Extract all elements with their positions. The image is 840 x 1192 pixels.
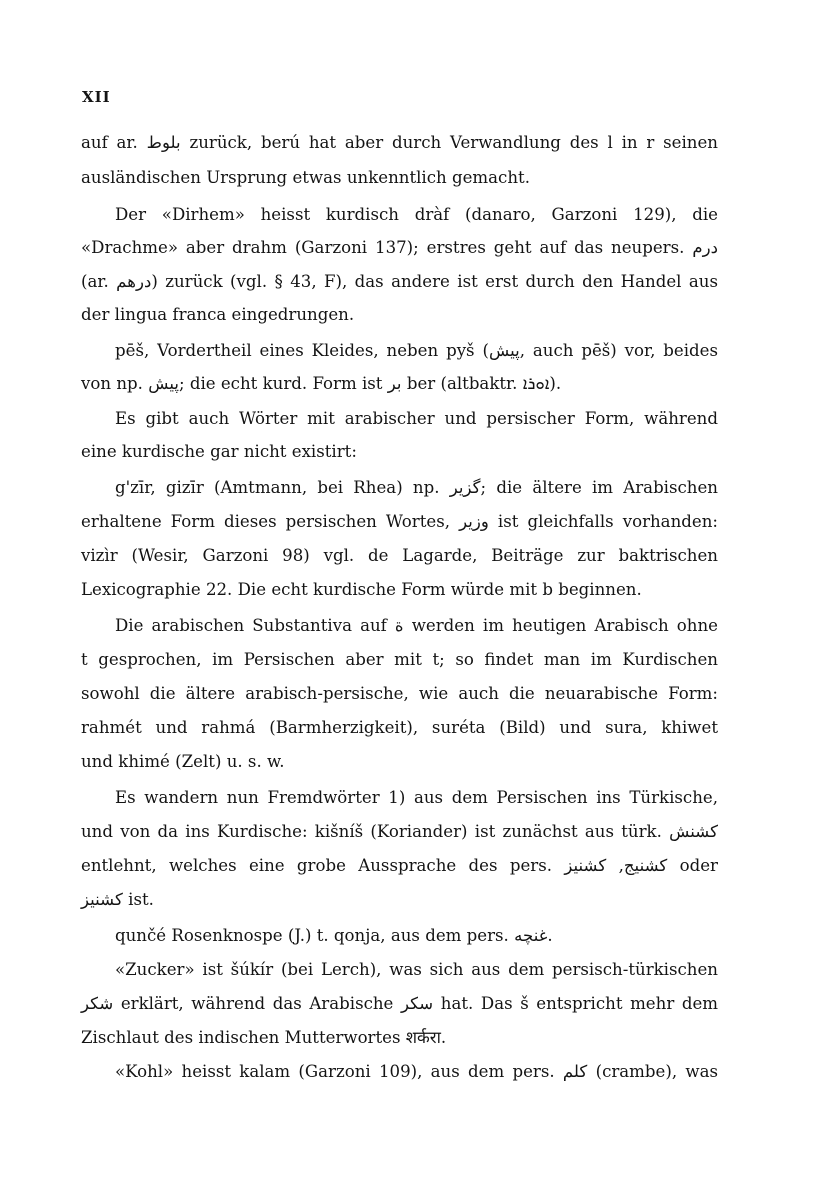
text-line-3: Der «Dirhem» heisst kurdisch dràf (danaro, Garzoni 129), die <box>115 205 718 224</box>
text-line-20: Es wandern nun Fremdwörter 1) aus dem Persischen ins Türkische, <box>115 788 718 807</box>
text-line-9: Es gibt auch Wörter mit arabischer und persischer Form, während <box>115 409 718 428</box>
text-line-16: t gesprochen, im Persischen aber mit t; so findet man im Kurdischen <box>81 650 718 669</box>
text-line-4: «Drachme» aber drahm (Garzoni 137); erstres geht auf das neupers. درم <box>81 238 718 257</box>
text-line-23: كشنيز ist. <box>81 890 154 909</box>
text-line-17: sowohl die ältere arabisch-persische, wie auch die neuarabische Form: <box>81 684 718 703</box>
text-line-14: Lexicographie 22. Die echt kurdische Form würde mit b beginnen. <box>81 580 642 599</box>
text-line-5: (ar. درهم) zurück (vgl. § 43, F), das andere ist erst durch den Handel aus <box>81 272 718 291</box>
text-line-26: شكر erklärt, während das Arabische سكر hat. Das š entspricht mehr dem <box>81 994 719 1013</box>
text-line-10: eine kurdische gar nicht existirt: <box>81 442 357 461</box>
text-line-28: «Kohl» heisst kalam (Garzoni 109), aus dem pers. كلم (crambe), was <box>115 1062 718 1081</box>
text-line-13: vizìr (Wesir, Garzoni 98) vgl. de Lagarde, Beiträge zur baktrischen <box>81 546 718 565</box>
text-line-19: und khimé (Zelt) u. s. w. <box>81 752 285 771</box>
text-line-8: von np. پيش; die echt kurd. Form ist بر ber (altbaktr. ܐܘܪܐ). <box>81 374 562 393</box>
text-line-27: Zischlaut des indischen Mutterwortes शर्करा. <box>81 1028 447 1047</box>
text-line-11: g'zīr, gizīr (Amtmann, bei Rhea) np. گزير; die ältere im Arabischen <box>115 478 718 497</box>
text-line-2: ausländischen Ursprung etwas unkenntlich gemacht. <box>81 168 530 187</box>
text-line-6: der lingua franca eingedrungen. <box>81 305 355 324</box>
page-number: XII <box>82 88 111 106</box>
text-line-15: Die arabischen Substantiva auf ة werden im heutigen Arabisch ohne <box>115 616 718 635</box>
text-line-1: auf ar. ﺑﻠﻮﻁ zurück, berú hat aber durch Verwandlung des l in r seinen <box>81 133 718 152</box>
text-line-12: erhaltene Form dieses persischen Wortes, وزير ist gleichfalls vorhanden: <box>81 512 718 531</box>
text-line-21: und von da ins Kurdische: kišníš (Koriander) ist zunächst aus türk. كشنش <box>81 822 718 841</box>
text-line-7: pēš, Vordertheil eines Kleides, neben pyš (پيش, auch pēš) vor, beides <box>115 341 719 360</box>
text-line-22: entlehnt, welches eine grobe Aussprache des pers. كشنيج, كشنيز oder <box>81 856 718 875</box>
text-line-24: qunčé Rosenknospe (J.) t. qonja, aus dem pers. غنچه. <box>115 926 553 945</box>
text-line-25: «Zucker» ist šúkír (bei Lerch), was sich aus dem persisch-türkischen <box>115 960 718 979</box>
text-line-18: rahmét und rahmá (Barmherzigkeit), suréta (Bild) und sura, khiwet <box>81 718 718 737</box>
